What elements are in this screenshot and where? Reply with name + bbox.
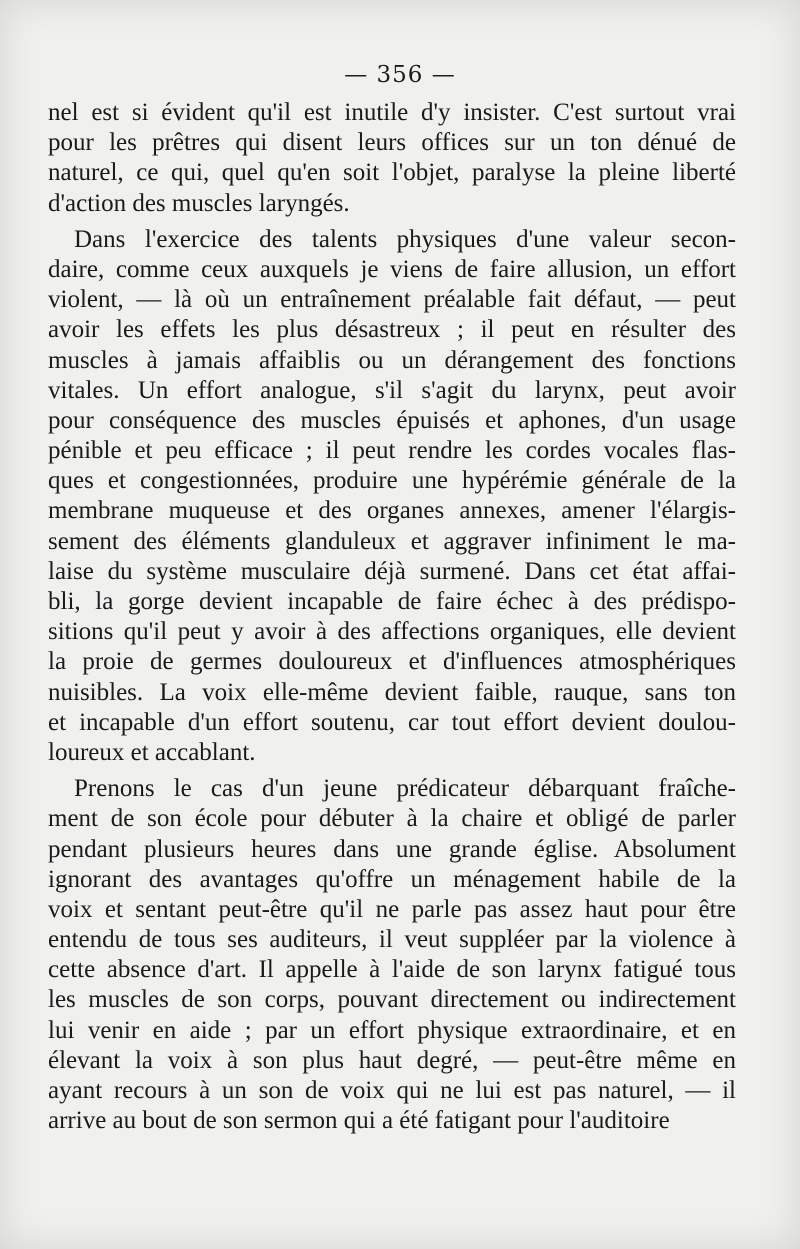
text-line: cette absence d'art. Il appelle à l'aide de son larynx fatigué tous bbox=[48, 956, 736, 984]
text-line: pénible et peu efficace ; il peut rendre les cordes vocales flas- bbox=[48, 437, 736, 465]
text-line: membrane muqueuse et des organes annexes, amener l'élargis- bbox=[48, 497, 736, 525]
text-line: lui venir en aide ; par un effort physique extraordinaire, et en bbox=[48, 1016, 736, 1044]
text-line: loureux et accablant. bbox=[48, 738, 256, 766]
text-line: la proie de germes douloureux et d'influences atmosphériques bbox=[48, 648, 736, 676]
text-line: pour les prêtres qui disent leurs offices sur un ton dénué de bbox=[48, 129, 736, 157]
text-line: voix et sentant peut-être qu'il ne parle pas assez haut pour être bbox=[48, 895, 736, 923]
text-line: Prenons le cas d'un jeune prédicateur débarquant fraîche- bbox=[74, 775, 736, 803]
text-line: nuisibles. La voix elle-même devient faible, rauque, sans ton bbox=[48, 678, 736, 706]
body-text bbox=[48, 98, 736, 1136]
text-line: et incapable d'un effort soutenu, car tout effort devient doulou- bbox=[48, 708, 736, 736]
text-line: arrive au bout de son sermon qui a été fatigant pour l'auditoire bbox=[48, 1107, 670, 1135]
text-line: laise du système musculaire déjà surmené. Dans cet état affai- bbox=[48, 557, 736, 585]
text-line: muscles à jamais affaiblis ou un dérangement des fonctions bbox=[48, 346, 736, 374]
text-line: avoir les effets les plus désastreux ; il peut en résulter des bbox=[48, 316, 736, 344]
page-number: — 356 — bbox=[344, 62, 456, 88]
text-line: nel est si évident qu'il est inutile d'y insister. C'est surtout vrai bbox=[48, 99, 736, 126]
text-line: les muscles de son corps, pouvant directement ou indirectement bbox=[48, 986, 736, 1014]
text-line: naturel, ce qui, quel qu'en soit l'objet, paralyse la pleine liberté bbox=[48, 159, 736, 187]
text-line: pendant plusieurs heures dans une grande église. Absolument bbox=[48, 835, 736, 863]
paragraph bbox=[48, 774, 736, 1136]
text-line: ques et congestionnées, produire une hypérémie générale de la bbox=[48, 467, 736, 495]
text-line: ayant recours à un son de voix qui ne lui est pas naturel, — il bbox=[48, 1077, 736, 1104]
text-line: sitions qu'il peut y avoir à des affections organiques, elle devient bbox=[48, 618, 736, 646]
text-line: d'action des muscles laryngés. bbox=[48, 189, 350, 217]
text-line: bli, la gorge devient incapable de faire échec à des prédispo- bbox=[48, 588, 736, 615]
text-line: vitales. Un effort analogue, s'il s'agit du larynx, peut avoir bbox=[48, 376, 736, 404]
text-line: ment de son école pour débuter à la chaire et obligé de parler bbox=[48, 805, 736, 833]
text-line: entendu de tous ses auditeurs, il veut suppléer par la violence à bbox=[48, 926, 736, 954]
text-line: sement des éléments glanduleux et aggraver infiniment le ma- bbox=[48, 527, 736, 555]
text-line: ignorant des avantages qu'offre un ménagement habile de la bbox=[48, 865, 736, 893]
text-line: violent, — là où un entraînement préalable fait défaut, — peut bbox=[48, 286, 736, 314]
text-line: Dans l'exercice des talents physiques d'une valeur secon- bbox=[74, 225, 736, 253]
text-line: pour conséquence des muscles épuisés et aphones, d'un usage bbox=[48, 406, 736, 434]
text-line: élevant la voix à son plus haut degré, — peut-être même en bbox=[48, 1046, 736, 1074]
text-line: daire, comme ceux auxquels je viens de faire allusion, un effort bbox=[48, 255, 736, 283]
paragraph bbox=[48, 225, 736, 768]
paragraph bbox=[48, 98, 736, 219]
